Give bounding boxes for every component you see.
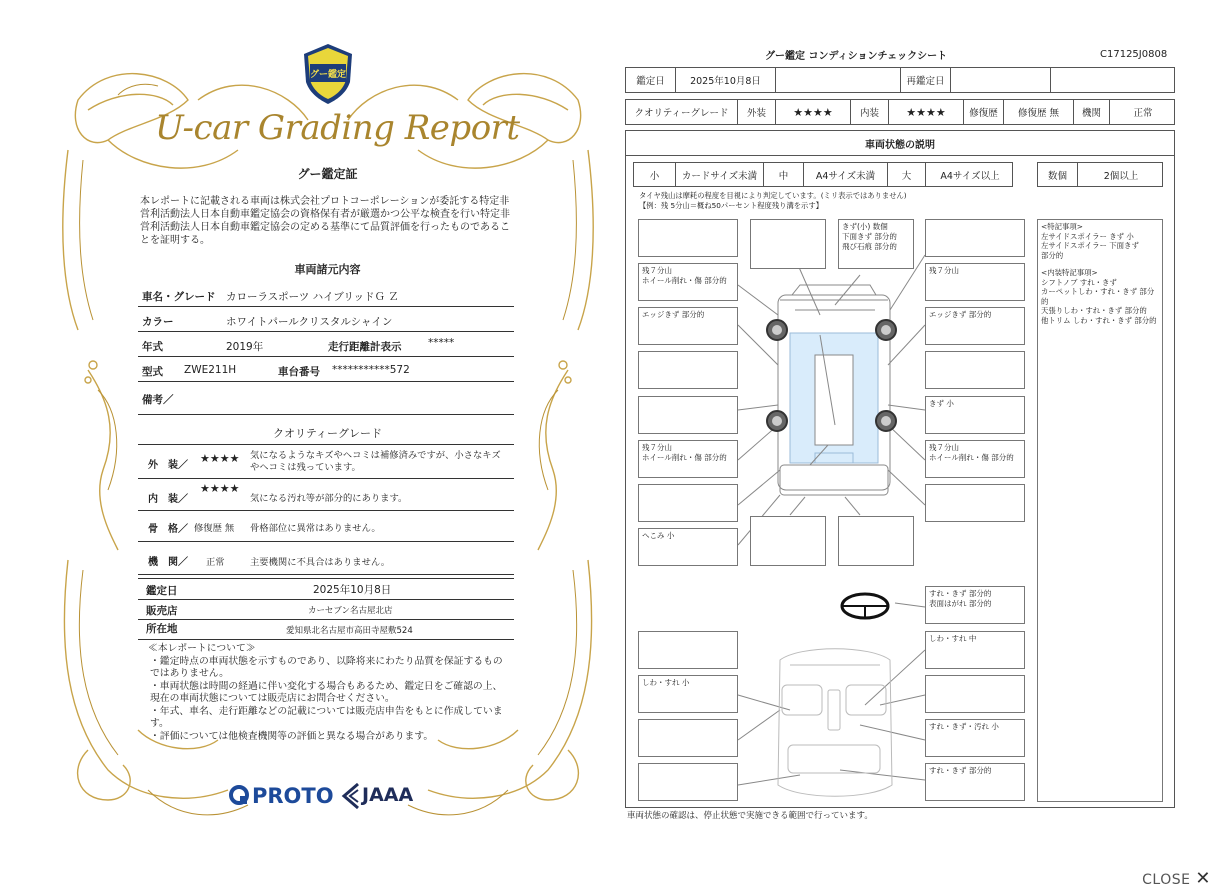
size-small-desc: カードサイズ未満	[676, 163, 764, 186]
size-legend	[633, 162, 1013, 187]
interior-box	[638, 631, 738, 669]
damage-box-right-front-tire: 残７分山	[925, 263, 1025, 301]
spec-row-remarks	[138, 384, 514, 415]
exterior-stars: ★★★★	[200, 452, 240, 465]
model-value: ZWE211H	[184, 364, 237, 376]
date-value: 2025年10月8日	[313, 584, 392, 596]
exterior-label: 外 装／	[148, 460, 188, 471]
damage-box-left-dent: へこみ 小	[638, 528, 738, 566]
info-row-address	[138, 620, 514, 640]
address-value: 愛知県北名古屋市高田寺屋敷524	[286, 626, 413, 636]
proto-logo-icon	[228, 784, 250, 806]
certificate-statement: 本レポートに記載される車両は株式会社プロトコーポレーションが委託する特定非営利活動法人日本自動車鑑定協会の資格保有者が厳選かつ公平な検査を行い特定非営利活動法人日本自動車鑑定協会の定める基準にて品質評価を行ったものであることを証明する。	[140, 196, 510, 246]
name-value: カローラスポーツ ハイブリッドＧ Ｚ	[226, 291, 399, 303]
special-notes-box	[1037, 219, 1163, 802]
interior-box-right-3: すれ・きず 部分的	[925, 763, 1025, 801]
interior-special-line: シフトノブ すれ・きず	[1041, 277, 1117, 287]
engine-value: 正常	[1133, 108, 1153, 119]
date-label: 鑑定日	[146, 585, 178, 597]
special-title: <特記事項>	[1041, 222, 1083, 231]
year-value: 2019年	[226, 341, 264, 353]
reinspect-blank	[1051, 68, 1176, 92]
chassis-label: 車台番号	[278, 366, 320, 378]
date-row	[625, 67, 1175, 93]
count-legend	[1037, 162, 1163, 187]
year-label: 年式	[142, 341, 163, 353]
close-button[interactable]	[1142, 868, 1211, 889]
sheet-code: C17125J0808	[1100, 49, 1168, 60]
spec-section-title: 車両諸元内容	[294, 263, 361, 276]
damage-box	[925, 351, 1025, 389]
notes-title: ≪本レポートについて≫	[148, 643, 256, 654]
spec-row-model	[138, 359, 514, 382]
interior-box-right-2: すれ・きず・汚れ 小	[925, 719, 1025, 757]
interior-text: 気になる汚れ等が部分的にあります。	[250, 493, 408, 504]
damage-box	[638, 484, 738, 522]
dealer-value: カーセブン名古屋北店	[308, 606, 393, 616]
jaaa-logo-icon	[340, 782, 360, 810]
damage-box-left-edge: エッジきず 部分的	[638, 307, 738, 345]
color-label: カラー	[142, 316, 174, 328]
sheet-date-label: 鑑定日	[626, 68, 676, 92]
sheet-footer: 車両状態の確認は、停止状態で実施できる範囲で行っています。	[627, 811, 873, 821]
damage-box	[750, 516, 826, 566]
special-line: 部分的	[1041, 250, 1064, 260]
damage-box-right-rear-tire: 残７分山 ホイール削れ・傷 部分的	[925, 440, 1025, 478]
damage-box-left-front-tire: 残７分山 ホイール削れ・傷 部分的	[638, 263, 738, 301]
count-label: 数個	[1038, 163, 1078, 186]
info-row-date	[138, 578, 514, 600]
report-notes	[148, 643, 508, 743]
ext-stars: ★★★★	[776, 100, 851, 124]
note-item: ・鑑定時点の車両状態を示すものであり、以降将来にわたり品質を保証するものではありません。	[150, 655, 503, 679]
badge-label: グー鑑定	[309, 70, 346, 80]
grade-row	[625, 99, 1175, 125]
tire-note-1: タイヤ残山は摩耗の程度を目視により判定しています。(ミリ表示ではありません)	[639, 191, 907, 200]
interior-special-line: カーペットしわ・すれ・きず 部分的	[1041, 287, 1155, 306]
size-mid-desc: A4サイズ未満	[804, 163, 888, 186]
grade-label: クオリティーグレード	[626, 100, 738, 124]
info-row-dealer	[138, 600, 514, 620]
certificate-title: グー鑑定証	[297, 167, 358, 181]
repair-value: 修復歴 無	[1004, 100, 1074, 124]
note-item: ・車両状態は時間の経過に伴い変化する場合もあるため、鑑定日をご確認の上、現在の車両状態については販売店にお問合せください。	[150, 680, 503, 704]
engine-label: 機 関／	[148, 557, 188, 568]
mileage-value: *****	[428, 337, 455, 349]
exterior-text: 気になるようなキズやヘコミは補修済みですが、小さなキズやヘコミは残っています。	[250, 450, 501, 473]
model-label: 型式	[142, 366, 163, 378]
special-line: 左サイドスポイラー きず 小	[1041, 231, 1134, 241]
repair-label: 修復歴	[964, 100, 1004, 124]
frame-label: 骨 格／	[148, 524, 188, 535]
mileage-label: 走行距離計表示	[328, 341, 402, 353]
frame-value: 修復歴 無	[194, 523, 235, 534]
interior-box	[638, 763, 738, 801]
size-large: 大	[888, 163, 926, 186]
jaaa-logo-text: JAAA	[362, 784, 414, 806]
note-item: ・評価については他検査機関等の評価と異なる場合があります。	[150, 730, 434, 742]
damage-box	[750, 219, 826, 269]
damage-box-left-rear-tire: 残７分山 ホイール削れ・傷 部分的	[638, 440, 738, 478]
color-value: ホワイトパールクリスタルシャイン	[226, 316, 393, 328]
interior-label: 内 装／	[148, 494, 188, 505]
interior-box-right-1: しわ・すれ 中	[925, 631, 1025, 669]
close-label: CLOSE	[1142, 872, 1191, 888]
interior-box-steering: すれ・きず 部分的 表面はがれ 部分的	[925, 586, 1025, 624]
quality-row-engine	[138, 544, 514, 575]
dealer-label: 販売店	[146, 605, 178, 617]
report-title: U-car Grading Report	[155, 108, 520, 148]
damage-box-top-center: きず(小) 数個 下面きず 部分的 飛び石痕 部分的	[838, 219, 914, 269]
ext-label: 外装	[738, 100, 776, 124]
interior-special-line: 他トリム しわ・すれ・きず 部分的	[1041, 315, 1157, 325]
state-title: 車両状態の説明	[626, 131, 1174, 156]
sheet-date-blank	[776, 68, 901, 92]
size-small: 小	[634, 163, 676, 186]
damage-box	[638, 396, 738, 434]
interior-box	[638, 719, 738, 757]
close-icon: ✕	[1195, 868, 1211, 889]
damage-box-right-edge: エッジきず 部分的	[925, 307, 1025, 345]
quality-row-exterior	[138, 446, 514, 479]
quality-top-rule	[138, 444, 514, 445]
steering-wheel-icon	[842, 594, 888, 618]
reinspect-label: 再鑑定日	[901, 68, 951, 92]
damage-box	[925, 484, 1025, 522]
sheet-date-value: 2025年10月8日	[676, 68, 776, 92]
spec-row-name	[138, 284, 514, 307]
reinspect-value	[951, 68, 1051, 92]
quality-section-title: クオリティーグレード	[273, 427, 382, 440]
engine-value: 正常	[206, 557, 225, 568]
int-label: 内装	[851, 100, 889, 124]
damage-box	[638, 351, 738, 389]
count-desc: 2個以上	[1103, 170, 1139, 182]
special-line: 左サイドスポイラー 下面きず	[1041, 241, 1139, 250]
address-label: 所在地	[146, 623, 178, 635]
frame-text: 骨格部位に異常はありません。	[250, 523, 381, 534]
interior-special-line: 天張りしわ・すれ・きず 部分的	[1041, 306, 1147, 315]
quality-row-interior	[138, 480, 514, 511]
proto-logo-text: PROTO	[252, 784, 334, 808]
interior-stars: ★★★★	[200, 482, 240, 495]
size-large-desc: A4サイズ以上	[940, 170, 1000, 182]
interior-special-title: <内装特記事項>	[1041, 268, 1098, 277]
tire-note-2: 【例：残 5分山＝概ね50パーセント程度残り溝を示す】	[639, 201, 823, 210]
interior-box-left-1: しわ・すれ 小	[638, 675, 738, 713]
damage-box	[838, 516, 914, 566]
interior-box	[925, 675, 1025, 713]
damage-box	[638, 219, 738, 257]
quality-row-frame	[138, 512, 514, 542]
chassis-value: ***********572	[332, 364, 410, 376]
engine-label: 機関	[1074, 100, 1110, 124]
name-label: 車名・グレード	[142, 291, 216, 303]
engine-text: 主要機関に不具合はありません。	[250, 557, 391, 568]
sheet-title: グー鑑定 コンディションチェックシート	[765, 51, 948, 62]
size-mid: 中	[764, 163, 804, 186]
spec-row-color	[138, 309, 514, 332]
damage-box	[925, 219, 1025, 257]
goo-appraisal-badge-icon	[300, 42, 356, 106]
damage-box-right-mid: きず 小	[925, 396, 1025, 434]
remarks-label: 備考／	[142, 394, 174, 406]
int-stars: ★★★★	[889, 100, 964, 124]
spec-row-year	[138, 334, 514, 357]
note-item: ・年式、車名、走行距離などの記載については販売店申告をもとに作成しています。	[150, 705, 503, 729]
